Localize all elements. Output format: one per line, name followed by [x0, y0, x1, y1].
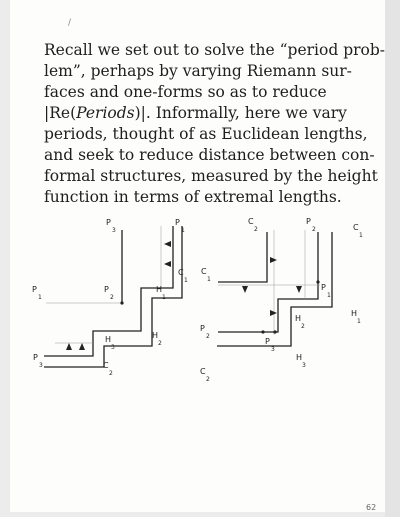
- label-letter: P: [265, 337, 270, 346]
- label-subscript: 1: [357, 318, 361, 325]
- paragraph-line: formal structures, measured by the height: [44, 167, 378, 185]
- label-letter: H: [296, 353, 303, 362]
- right-arrow-right: [270, 257, 277, 263]
- label-subscript: 1: [38, 294, 42, 301]
- right-point-p3: [273, 330, 276, 333]
- paragraph-line: periods, thought of as Euclidean lengths,: [44, 125, 368, 143]
- label-subscript: 3: [302, 362, 306, 369]
- paragraph-line: faces and one-forms so as to reduce: [44, 83, 327, 101]
- label-subscript: 1: [327, 292, 331, 299]
- label-letter: H: [295, 314, 302, 323]
- label-letter: P: [32, 285, 37, 294]
- label-letter: C: [103, 361, 109, 370]
- label-subscript: 1: [162, 294, 166, 301]
- left-arrow-up: [79, 343, 85, 350]
- label-subscript: 2: [254, 226, 258, 233]
- label-subscript: 1: [184, 277, 188, 284]
- right-arrow-down: [296, 286, 302, 293]
- label-letter: P: [33, 353, 38, 362]
- label-letter: P: [321, 283, 326, 292]
- label-letter: H: [156, 285, 163, 294]
- left-arrow-left: [164, 261, 171, 267]
- label-subscript: 2: [206, 376, 210, 383]
- label-subscript: 3: [111, 344, 115, 351]
- label-letter: C: [178, 268, 184, 277]
- paragraph-line: function in terms of extremal lengths.: [44, 188, 342, 206]
- label-letter: C: [201, 267, 207, 276]
- label-letter: P: [104, 285, 109, 294]
- left-arrow-up: [66, 343, 72, 350]
- paragraph-line: Informally, here we vary: [155, 104, 347, 122]
- paragraph-line: Recall we set out to solve the “period prob-: [44, 41, 386, 59]
- label-subscript: 2: [312, 226, 316, 233]
- label-letter: P: [306, 217, 311, 226]
- right-arrow-down: [242, 286, 248, 293]
- label-subscript: 1: [207, 276, 211, 283]
- right-point-p2: [261, 330, 264, 333]
- page-number: 62: [366, 503, 377, 512]
- label-letter: H: [105, 335, 112, 344]
- formula-close: )|.: [134, 104, 151, 122]
- label-subscript: 3: [271, 346, 275, 353]
- label-letter: H: [152, 331, 159, 340]
- label-subscript: 3: [112, 227, 116, 234]
- label-subscript: 2: [301, 323, 305, 330]
- margin-mark: /: [68, 18, 72, 28]
- right-point-p1: [316, 280, 319, 283]
- label-subscript: 2: [109, 370, 113, 377]
- right-staircase-outer: [218, 232, 267, 282]
- label-subscript: 1: [359, 232, 363, 239]
- label-letter: C: [353, 223, 359, 232]
- label-subscript: 3: [39, 362, 43, 369]
- label-letter: C: [248, 217, 254, 226]
- left-point-p2: [120, 301, 123, 304]
- label-subscript: 1: [181, 227, 185, 234]
- label-letter: H: [351, 309, 358, 318]
- label-subscript: 2: [110, 294, 114, 301]
- label-subscript: 2: [206, 333, 210, 340]
- paragraph-line: lem”, perhaps by varying Riemann sur-: [44, 62, 352, 80]
- paragraph-line: and seek to reduce distance between con-: [44, 146, 375, 164]
- label-letter: P: [175, 218, 180, 227]
- label-letter: P: [200, 324, 205, 333]
- label-letter: C: [200, 367, 206, 376]
- left-arrow-left: [164, 241, 171, 247]
- right-arrow-right: [270, 310, 277, 316]
- formula-open: |Re(: [44, 104, 77, 122]
- left-figure-labels: [32, 218, 188, 377]
- right-figure: [217, 230, 332, 346]
- right-figure-labels: [200, 217, 363, 383]
- right-staircase-inner: [217, 232, 332, 346]
- formula-italic: Periods: [76, 104, 135, 122]
- label-subscript: 2: [158, 340, 162, 347]
- label-letter: P: [106, 218, 111, 227]
